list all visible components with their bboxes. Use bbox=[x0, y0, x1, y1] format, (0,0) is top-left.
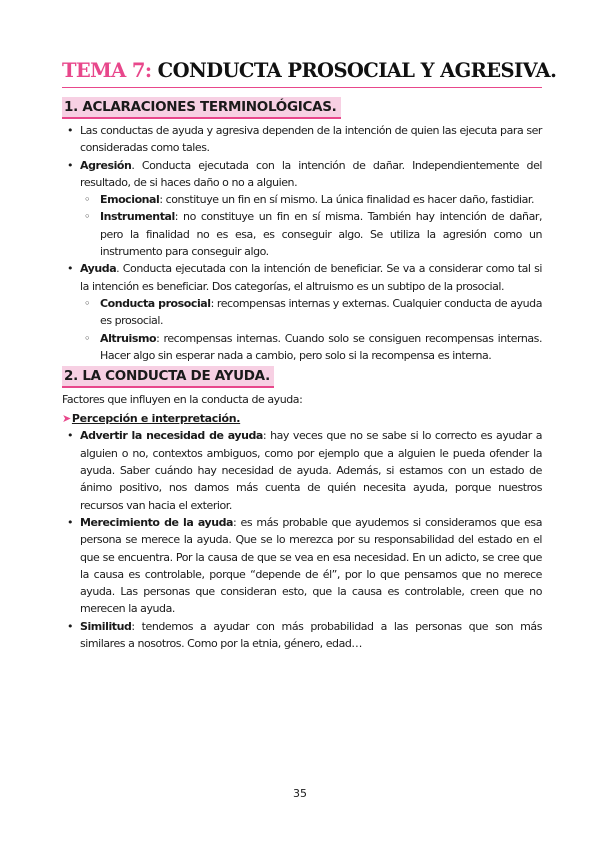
item-text: . Conducta ejecutada con la intención de dañar. Independientemente del resultado, de si haces daño o no a alguien. bbox=[80, 158, 542, 189]
page-number: 35 bbox=[293, 787, 307, 800]
list-item bbox=[80, 330, 542, 365]
ayuda-subtypes bbox=[80, 295, 542, 364]
item-text: : constituye un fin en sí mismo. La única finalidad es hacer daño, fastidiar. bbox=[159, 193, 534, 207]
section-heading-aclaraciones: 1. ACLARACIONES TERMINOLÓGICAS. bbox=[62, 97, 341, 119]
section-heading-conducta-ayuda: 2. LA CONDUCTA DE AYUDA. bbox=[62, 366, 274, 388]
term-similitud: Similitud bbox=[80, 619, 132, 633]
sublist-container bbox=[62, 295, 542, 364]
subheading-percepcion bbox=[62, 410, 542, 427]
term-instrumental: Instrumental bbox=[100, 210, 175, 224]
term-agresion: Agresión bbox=[80, 158, 132, 172]
term-conducta-prosocial: Conducta prosocial bbox=[100, 296, 211, 310]
item-text: : hay veces que no se sabe si lo correcto es ayudar a alguien o no, contextos ambiguos, como por ejemplo que a alguien le pueda ofender la ayuda. Saber cuándo hay necesidad de ayuda. Además, si estamos con un estado de ánimo positivo, nos damos más cuenta de quién necesita ayuda, porque nuestros recursos van hacia el exterior. bbox=[80, 429, 543, 512]
subheading-text: Percepción e interpretación. bbox=[71, 412, 241, 426]
section-intro: Factores que influyen en la conducta de ayuda: bbox=[62, 393, 303, 407]
arrow-right-icon: ➤ bbox=[62, 412, 71, 426]
factors-list bbox=[62, 427, 542, 652]
list-item bbox=[62, 514, 542, 618]
item-text: Las conductas de ayuda y agresiva dependen de la intención de quien las ejecuta para ser consideradas como tales. bbox=[80, 124, 542, 155]
list-item bbox=[62, 618, 542, 653]
item-text: : recompensas internas y externas. Cualquier conducta de ayuda es prosocial. bbox=[100, 296, 542, 328]
list-item-ayuda bbox=[62, 260, 542, 295]
page-title bbox=[62, 58, 557, 88]
list-item bbox=[80, 295, 542, 330]
item-text: : no constituye un fin en sí misma. También hay intención de dañar, pero la finalidad no es esa, es conseguir algo. Se utiliza la agresión como un instrumento para conseguir algo. bbox=[100, 210, 542, 259]
item-text: : tendemos a ayudar con más probabilidad a las personas que son más similares a nosotros. Como por la etnia, género, edad… bbox=[80, 619, 542, 651]
terminology-list bbox=[62, 122, 542, 364]
term-ayuda: Ayuda bbox=[80, 262, 117, 276]
agresion-subtypes bbox=[80, 191, 542, 260]
sublist-container bbox=[62, 191, 542, 260]
list-item bbox=[62, 122, 542, 157]
title-tema: TEMA 7: bbox=[62, 59, 152, 82]
item-text: : es más probable que ayudemos si consideramos que esa persona se merece la ayuda. Que se lo merezca por su responsabilidad del estado en el que se encuentra. Por la causa de que se vea en esa necesidad. En un adicto, se cree que la causa es controlable, porque “depende de él”, por lo que pensamos que no merece ayuda. Las personas que consideran esto, que la causa es controlable, creen que no merecen la ayuda. bbox=[80, 515, 542, 616]
list-item bbox=[80, 208, 542, 260]
term-merecimiento: Merecimiento de la ayuda bbox=[80, 515, 234, 529]
document-page bbox=[62, 58, 557, 652]
list-item bbox=[62, 427, 542, 513]
term-altruismo: Altruismo bbox=[100, 331, 157, 345]
item-text: : recompensas internas. Cuando solo se consiguen recompensas internas. Hacer algo sin esperar nada a cambio, pero solo si la recompensa es interna. bbox=[100, 331, 542, 362]
list-item-agresion bbox=[62, 157, 542, 192]
term-advertir: Advertir la necesidad de ayuda bbox=[80, 429, 263, 443]
list-item bbox=[80, 191, 542, 208]
term-emocional: Emocional bbox=[100, 193, 160, 207]
title-text: CONDUCTA PROSOCIAL Y AGRESIVA. bbox=[157, 59, 557, 82]
item-text: . Conducta ejecutada con la intención de beneficiar. Se va a considerar como tal si la intención es beneficiar. Dos categorías, el altruismo es un subtipo de la prosocial. bbox=[80, 262, 542, 293]
